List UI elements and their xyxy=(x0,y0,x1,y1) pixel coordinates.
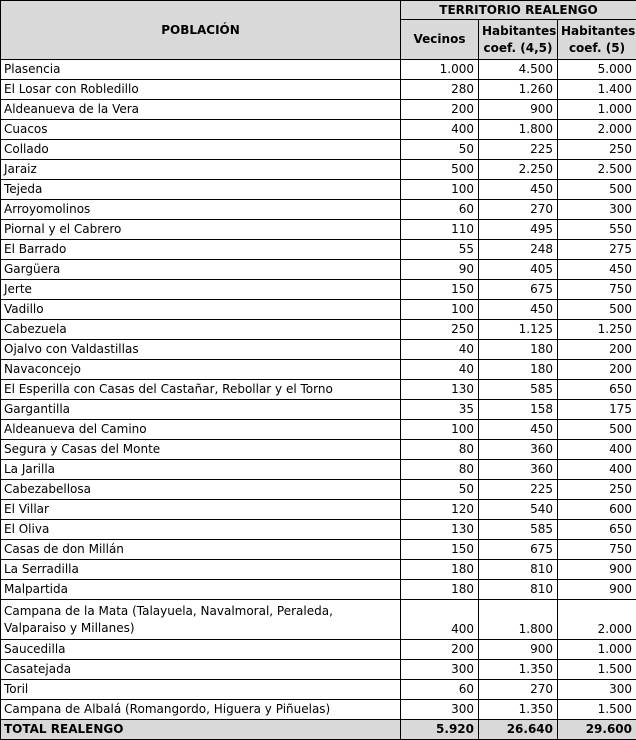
cell-habitantes-5: 1.500 xyxy=(558,660,636,680)
cell-vecinos: 130 xyxy=(401,380,479,400)
cell-vecinos: 50 xyxy=(401,480,479,500)
cell-vecinos: 60 xyxy=(401,200,479,220)
cell-habitantes-4-5: 180 xyxy=(479,340,558,360)
cell-vecinos: 280 xyxy=(401,80,479,100)
table-row xyxy=(1,400,636,420)
cell-poblacion: Segura y Casas del Monte xyxy=(1,440,401,460)
table-row xyxy=(1,420,636,440)
cell-vecinos: 200 xyxy=(401,100,479,120)
cell-poblacion: Toril xyxy=(1,680,401,700)
header-territorio-realengo: TERRITORIO REALENGO xyxy=(401,1,636,20)
cell-habitantes-5: 600 xyxy=(558,500,636,520)
cell-habitantes-4-5: 900 xyxy=(479,640,558,660)
cell-habitantes-4-5: 270 xyxy=(479,680,558,700)
cell-habitantes-5: 275 xyxy=(558,240,636,260)
cell-poblacion: Arroyomolinos xyxy=(1,200,401,220)
cell-habitantes-4-5: 900 xyxy=(479,100,558,120)
cell-vecinos: 200 xyxy=(401,640,479,660)
cell-poblacion: El Esperilla con Casas del Castañar, Rebollar y el Torno xyxy=(1,380,401,400)
cell-habitantes-4-5: 405 xyxy=(479,260,558,280)
cell-poblacion: La Serradilla xyxy=(1,560,401,580)
cell-habitantes-4-5: 495 xyxy=(479,220,558,240)
cell-habitantes-5: 1.000 xyxy=(558,100,636,120)
cell-habitantes-5: 5.000 xyxy=(558,60,636,80)
table-row xyxy=(1,640,636,660)
cell-habitantes-5: 500 xyxy=(558,180,636,200)
cell-poblacion: Campana de Albalá (Romangordo, Higuera y Piñuelas) xyxy=(1,700,401,720)
cell-poblacion: El Oliva xyxy=(1,520,401,540)
table-row xyxy=(1,680,636,700)
cell-poblacion: Gargüera xyxy=(1,260,401,280)
cell-vecinos: 110 xyxy=(401,220,479,240)
cell-poblacion: Navaconcejo xyxy=(1,360,401,380)
table-row xyxy=(1,220,636,240)
cell-habitantes-5: 250 xyxy=(558,480,636,500)
cell-poblacion: El Villar xyxy=(1,500,401,520)
cell-habitantes-5: 650 xyxy=(558,520,636,540)
cell-habitantes-5: 2.000 xyxy=(558,600,636,640)
cell-poblacion: El Barrado xyxy=(1,240,401,260)
cell-habitantes-4-5: 225 xyxy=(479,480,558,500)
cell-habitantes-5: 300 xyxy=(558,200,636,220)
cell-habitantes-5: 400 xyxy=(558,460,636,480)
cell-habitantes-4-5: 1.350 xyxy=(479,700,558,720)
cell-vecinos: 100 xyxy=(401,300,479,320)
cell-habitantes-4-5: 1.800 xyxy=(479,120,558,140)
cell-vecinos: 40 xyxy=(401,360,479,380)
cell-poblacion: Saucedilla xyxy=(1,640,401,660)
cell-habitantes-4-5: 1.260 xyxy=(479,80,558,100)
cell-habitantes-4-5: 248 xyxy=(479,240,558,260)
cell-habitantes-5: 200 xyxy=(558,340,636,360)
table-row xyxy=(1,600,636,640)
total-vecinos: 5.920 xyxy=(401,720,479,740)
cell-habitantes-5: 650 xyxy=(558,380,636,400)
cell-vecinos: 55 xyxy=(401,240,479,260)
table-row xyxy=(1,360,636,380)
cell-habitantes-5: 200 xyxy=(558,360,636,380)
cell-habitantes-4-5: 1.350 xyxy=(479,660,558,680)
table-row xyxy=(1,320,636,340)
cell-habitantes-4-5: 360 xyxy=(479,440,558,460)
cell-habitantes-4-5: 675 xyxy=(479,280,558,300)
header-poblacion: POBLACIÓN xyxy=(1,1,401,60)
cell-poblacion: Tejeda xyxy=(1,180,401,200)
table-row xyxy=(1,480,636,500)
cell-habitantes-5: 550 xyxy=(558,220,636,240)
cell-poblacion: Aldeanueva de la Vera xyxy=(1,100,401,120)
total-row xyxy=(1,720,636,740)
cell-poblacion: Casatejada xyxy=(1,660,401,680)
cell-poblacion: Campana de la Mata (Talayuela, Navalmoral, Peraleda, Valparaiso y Millanes) xyxy=(1,600,401,640)
cell-habitantes-5: 450 xyxy=(558,260,636,280)
cell-vecinos: 180 xyxy=(401,560,479,580)
cell-habitantes-5: 1.400 xyxy=(558,80,636,100)
table-row xyxy=(1,520,636,540)
cell-vecinos: 1.000 xyxy=(401,60,479,80)
cell-habitantes-4-5: 540 xyxy=(479,500,558,520)
cell-habitantes-5: 2.000 xyxy=(558,120,636,140)
cell-habitantes-5: 900 xyxy=(558,560,636,580)
cell-habitantes-4-5: 585 xyxy=(479,520,558,540)
cell-habitantes-5: 500 xyxy=(558,300,636,320)
table-header xyxy=(1,1,636,60)
cell-habitantes-4-5: 225 xyxy=(479,140,558,160)
table-row xyxy=(1,340,636,360)
cell-poblacion: Piornal y el Cabrero xyxy=(1,220,401,240)
cell-poblacion: Casas de don Millán xyxy=(1,540,401,560)
cell-vecinos: 300 xyxy=(401,700,479,720)
cell-habitantes-4-5: 450 xyxy=(479,300,558,320)
cell-poblacion: Aldeanueva del Camino xyxy=(1,420,401,440)
cell-habitantes-4-5: 270 xyxy=(479,200,558,220)
cell-habitantes-5: 1.500 xyxy=(558,700,636,720)
cell-habitantes-5: 750 xyxy=(558,280,636,300)
cell-habitantes-4-5: 450 xyxy=(479,180,558,200)
table-row xyxy=(1,700,636,720)
cell-habitantes-5: 750 xyxy=(558,540,636,560)
total-habitantes-4-5: 26.640 xyxy=(479,720,558,740)
cell-vecinos: 150 xyxy=(401,280,479,300)
cell-poblacion: Cabezuela xyxy=(1,320,401,340)
table-row xyxy=(1,160,636,180)
cell-poblacion: Jaraiz xyxy=(1,160,401,180)
cell-vecinos: 400 xyxy=(401,600,479,640)
cell-habitantes-4-5: 675 xyxy=(479,540,558,560)
cell-vecinos: 250 xyxy=(401,320,479,340)
cell-poblacion: Jerte xyxy=(1,280,401,300)
table-row xyxy=(1,540,636,560)
cell-vecinos: 100 xyxy=(401,180,479,200)
table-row xyxy=(1,180,636,200)
cell-habitantes-4-5: 180 xyxy=(479,360,558,380)
table-row xyxy=(1,200,636,220)
cell-habitantes-5: 2.500 xyxy=(558,160,636,180)
cell-vecinos: 300 xyxy=(401,660,479,680)
cell-habitantes-4-5: 450 xyxy=(479,420,558,440)
cell-poblacion: La Jarilla xyxy=(1,460,401,480)
table-row xyxy=(1,440,636,460)
cell-vecinos: 50 xyxy=(401,140,479,160)
cell-habitantes-5: 1.000 xyxy=(558,640,636,660)
header-habitantes-coef-4-5: Habitantes coef. (4,5) xyxy=(479,20,558,60)
cell-poblacion: Cabezabellosa xyxy=(1,480,401,500)
header-habitantes-coef-5: Habitantes coef. (5) xyxy=(558,20,636,60)
cell-vecinos: 180 xyxy=(401,580,479,600)
cell-poblacion: Vadillo xyxy=(1,300,401,320)
cell-habitantes-5: 1.250 xyxy=(558,320,636,340)
cell-habitantes-4-5: 4.500 xyxy=(479,60,558,80)
table-row xyxy=(1,380,636,400)
cell-vecinos: 400 xyxy=(401,120,479,140)
cell-habitantes-5: 175 xyxy=(558,400,636,420)
cell-vecinos: 150 xyxy=(401,540,479,560)
cell-poblacion: Plasencia xyxy=(1,60,401,80)
cell-vecinos: 130 xyxy=(401,520,479,540)
table-body xyxy=(1,60,636,720)
cell-habitantes-4-5: 1.125 xyxy=(479,320,558,340)
table-row xyxy=(1,280,636,300)
cell-habitantes-5: 500 xyxy=(558,420,636,440)
cell-habitantes-4-5: 158 xyxy=(479,400,558,420)
table-row xyxy=(1,460,636,480)
table-row xyxy=(1,660,636,680)
cell-poblacion: Ojalvo con Valdastillas xyxy=(1,340,401,360)
table-row xyxy=(1,500,636,520)
table-footer xyxy=(1,720,636,740)
table-row xyxy=(1,60,636,80)
cell-vecinos: 35 xyxy=(401,400,479,420)
table-row xyxy=(1,120,636,140)
cell-habitantes-5: 400 xyxy=(558,440,636,460)
cell-vecinos: 500 xyxy=(401,160,479,180)
cell-poblacion: El Losar con Robledillo xyxy=(1,80,401,100)
table-row xyxy=(1,80,636,100)
cell-vecinos: 120 xyxy=(401,500,479,520)
table-row xyxy=(1,140,636,160)
cell-habitantes-5: 900 xyxy=(558,580,636,600)
table-row xyxy=(1,100,636,120)
total-habitantes-5: 29.600 xyxy=(558,720,636,740)
total-label: TOTAL REALENGO xyxy=(1,720,401,740)
cell-vecinos: 90 xyxy=(401,260,479,280)
cell-vecinos: 80 xyxy=(401,440,479,460)
cell-habitantes-4-5: 585 xyxy=(479,380,558,400)
table-row xyxy=(1,300,636,320)
header-vecinos: Vecinos xyxy=(401,20,479,60)
cell-habitantes-5: 300 xyxy=(558,680,636,700)
cell-vecinos: 80 xyxy=(401,460,479,480)
table-row xyxy=(1,560,636,580)
cell-poblacion: Gargantilla xyxy=(1,400,401,420)
table-row xyxy=(1,240,636,260)
cell-habitantes-5: 250 xyxy=(558,140,636,160)
cell-habitantes-4-5: 360 xyxy=(479,460,558,480)
cell-habitantes-4-5: 810 xyxy=(479,560,558,580)
cell-vecinos: 40 xyxy=(401,340,479,360)
cell-habitantes-4-5: 2.250 xyxy=(479,160,558,180)
cell-habitantes-4-5: 810 xyxy=(479,580,558,600)
cell-vecinos: 60 xyxy=(401,680,479,700)
cell-poblacion: Malpartida xyxy=(1,580,401,600)
table-row xyxy=(1,580,636,600)
cell-poblacion: Collado xyxy=(1,140,401,160)
cell-vecinos: 100 xyxy=(401,420,479,440)
table-row xyxy=(1,260,636,280)
cell-poblacion: Cuacos xyxy=(1,120,401,140)
cell-habitantes-4-5: 1.800 xyxy=(479,600,558,640)
